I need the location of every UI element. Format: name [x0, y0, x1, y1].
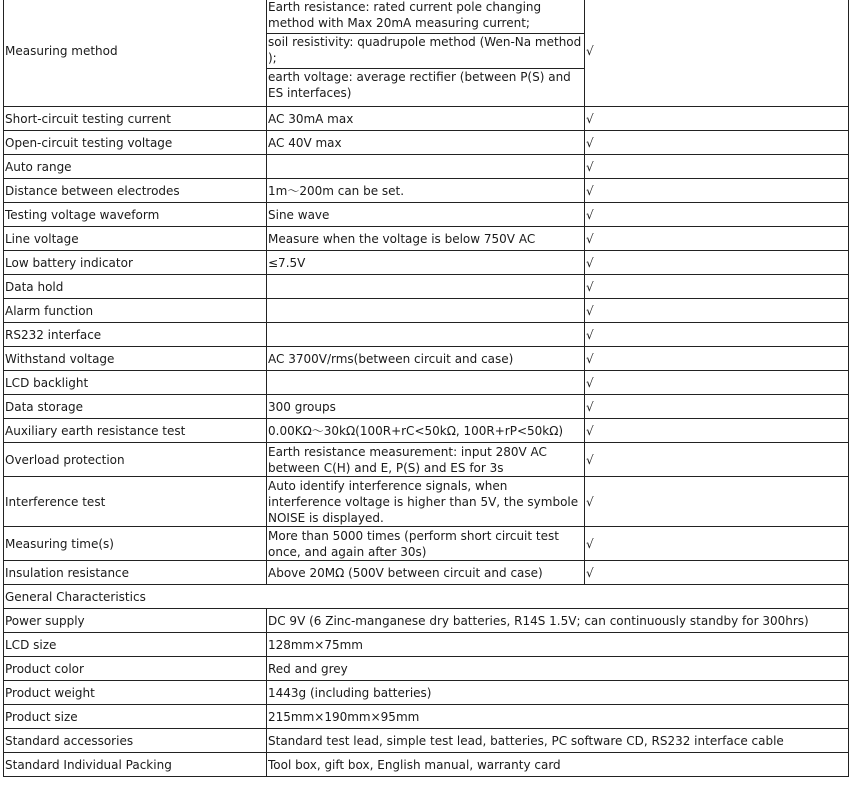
row-check: √	[585, 275, 849, 299]
row-value: Standard test lead, simple test lead, batteries, PC software CD, RS232 interface cable	[267, 729, 849, 753]
row-label: Overload protection	[4, 443, 267, 477]
row-check: √	[585, 419, 849, 443]
table-row	[4, 347, 849, 371]
table-row	[4, 227, 849, 251]
row-label: RS232 interface	[4, 323, 267, 347]
table-row	[4, 477, 849, 527]
row-label: Auto range	[4, 155, 267, 179]
row-value: 1443g (including batteries)	[267, 681, 849, 705]
row-value: 128mm×75mm	[267, 633, 849, 657]
row-check: √	[585, 227, 849, 251]
row-value: 1m～200m can be set.	[267, 179, 585, 203]
method-line: soil resistivity: quadrupole method (Wen-Na method );	[267, 33, 584, 68]
row-label: Power supply	[4, 609, 267, 633]
table-row	[4, 395, 849, 419]
row-label: Line voltage	[4, 227, 267, 251]
row-value	[267, 323, 585, 347]
table-row	[4, 107, 849, 131]
row-value	[267, 0, 585, 107]
spec-table-container	[3, 0, 849, 777]
table-row	[4, 323, 849, 347]
table-row	[4, 527, 849, 561]
row-value: AC 30mA max	[267, 107, 585, 131]
row-label: Auxiliary earth resistance test	[4, 419, 267, 443]
table-row	[4, 443, 849, 477]
row-label: Standard Individual Packing	[4, 753, 267, 777]
row-value: ≤7.5V	[267, 251, 585, 275]
row-label: Product color	[4, 657, 267, 681]
row-check: √	[585, 131, 849, 155]
row-check: √	[585, 443, 849, 477]
row-value: AC 3700V/rms(between circuit and case)	[267, 347, 585, 371]
table-row	[4, 251, 849, 275]
row-value: Earth resistance measurement: input 280V AC between C(H) and E, P(S) and ES for 3s	[267, 443, 585, 477]
table-row	[4, 275, 849, 299]
table-row	[4, 419, 849, 443]
table-row	[4, 609, 849, 633]
row-check: √	[585, 477, 849, 527]
row-label: LCD size	[4, 633, 267, 657]
row-label: Data storage	[4, 395, 267, 419]
row-value	[267, 275, 585, 299]
row-check: √	[585, 299, 849, 323]
row-value	[267, 371, 585, 395]
row-value: Tool box, gift box, English manual, warranty card	[267, 753, 849, 777]
row-check: √	[585, 347, 849, 371]
row-label: Distance between electrodes	[4, 179, 267, 203]
row-value: Measure when the voltage is below 750V AC	[267, 227, 585, 251]
table-row	[4, 705, 849, 729]
row-check: √	[585, 323, 849, 347]
row-check: √	[585, 371, 849, 395]
row-value: Above 20MΩ (500V between circuit and case)	[267, 561, 585, 585]
row-label: Withstand voltage	[4, 347, 267, 371]
row-label: Standard accessories	[4, 729, 267, 753]
row-label: Data hold	[4, 275, 267, 299]
row-value: 0.00KΩ～30kΩ(100R+rC<50kΩ, 100R+rP<50kΩ)	[267, 419, 585, 443]
row-value: Red and grey	[267, 657, 849, 681]
row-label: Product weight	[4, 681, 267, 705]
table-row	[4, 155, 849, 179]
row-value: 215mm×190mm×95mm	[267, 705, 849, 729]
row-value: Auto identify interference signals, when interference voltage is higher than 5V, the symbole NOISE is displayed.	[267, 477, 585, 527]
row-check: √	[585, 561, 849, 585]
row-check: √	[585, 0, 849, 107]
row-label: Low battery indicator	[4, 251, 267, 275]
row-value: AC 40V max	[267, 131, 585, 155]
method-line: earth voltage: average rectifier (between P(S) and ES interfaces)	[267, 68, 584, 103]
row-check: √	[585, 107, 849, 131]
row-label: Measuring method	[4, 0, 267, 107]
row-check: √	[585, 251, 849, 275]
row-label: Insulation resistance	[4, 561, 267, 585]
table-row-measuring-method	[4, 0, 849, 107]
row-value: 300 groups	[267, 395, 585, 419]
spec-table	[3, 0, 849, 777]
table-row	[4, 657, 849, 681]
row-check: √	[585, 203, 849, 227]
row-value: More than 5000 times (perform short circuit test once, and again after 30s)	[267, 527, 585, 561]
row-check: √	[585, 179, 849, 203]
row-value	[267, 155, 585, 179]
row-label: Product size	[4, 705, 267, 729]
row-label: Interference test	[4, 477, 267, 527]
row-check: √	[585, 395, 849, 419]
row-label: Short-circuit testing current	[4, 107, 267, 131]
measuring-method-list	[267, 0, 584, 103]
table-row	[4, 203, 849, 227]
table-row	[4, 131, 849, 155]
row-check: √	[585, 527, 849, 561]
table-row	[4, 371, 849, 395]
row-value: Sine wave	[267, 203, 585, 227]
table-row	[4, 681, 849, 705]
table-row	[4, 633, 849, 657]
method-line: Earth resistance: rated current pole changing method with Max 20mA measuring current;	[268, 0, 542, 30]
row-check: √	[585, 155, 849, 179]
row-label: Measuring time(s)	[4, 527, 267, 561]
table-row	[4, 299, 849, 323]
table-row	[4, 729, 849, 753]
table-row	[4, 179, 849, 203]
row-label: Alarm function	[4, 299, 267, 323]
row-label: LCD backlight	[4, 371, 267, 395]
table-row	[4, 753, 849, 777]
row-value	[267, 299, 585, 323]
row-label: Open-circuit testing voltage	[4, 131, 267, 155]
row-value: DC 9V (6 Zinc-manganese dry batteries, R14S 1.5V; can continuously standby for 300hrs)	[267, 609, 849, 633]
table-row	[4, 561, 849, 585]
section-heading: General Characteristics	[4, 585, 849, 609]
table-row-section-heading	[4, 585, 849, 609]
row-label: Testing voltage waveform	[4, 203, 267, 227]
